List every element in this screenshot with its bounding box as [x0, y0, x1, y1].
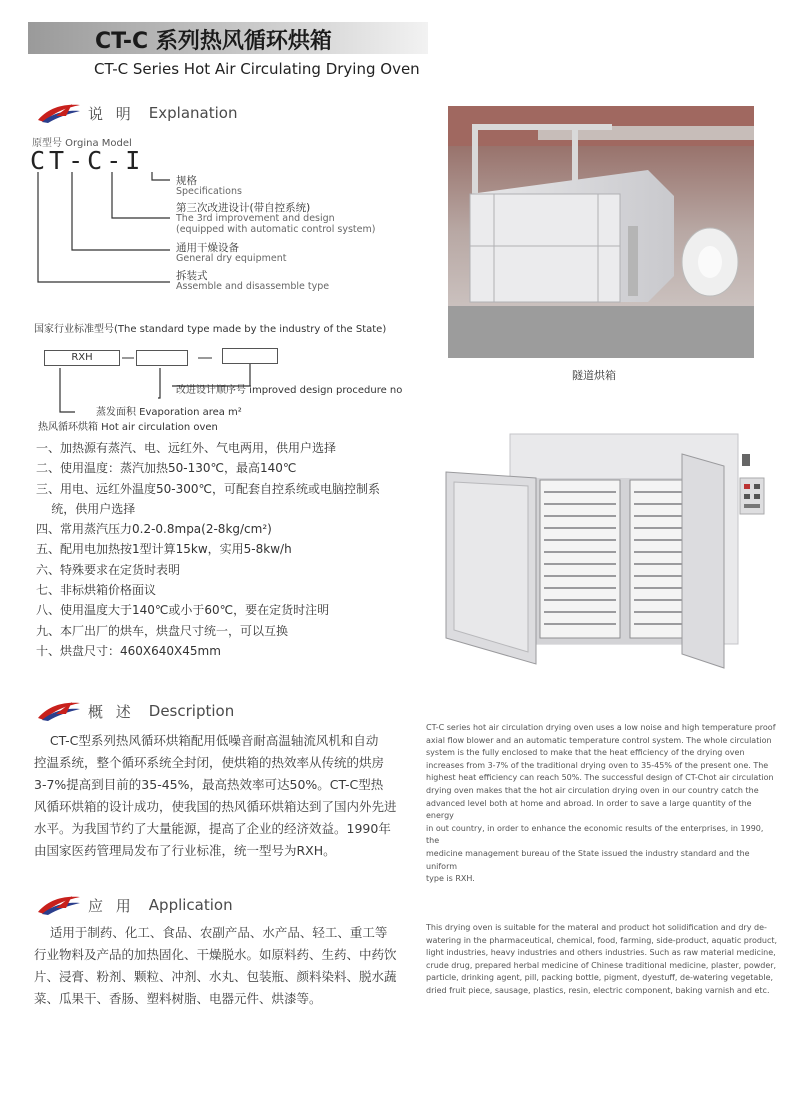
spec-item: 一、加热源有蒸汽、电、远红外、气电两用，供用户选择: [36, 441, 337, 455]
spec-item: 八、使用温度大于140℃或小于60℃，要在定货时注明: [36, 603, 330, 618]
spec-item: 统，供用户选择: [36, 501, 136, 516]
evaporation-box: [136, 350, 188, 366]
description-cn-line: 控温系统，整个循环系统全封闭，使烘箱的热效率从传统的烘房: [34, 755, 385, 770]
description-en-line: increases from 3-7% of the traditional drying oven to 35-45% of the present one. The: [426, 760, 769, 770]
description-title-cn: 概 述: [88, 702, 135, 721]
application-cn-line: 适用于制药、化工、食品、农副产品、水产品、轻工、重工等: [34, 925, 388, 940]
spec-item: 三、用电、远红外温度50-300℃，可配套自控系统或电脑控制系: [36, 481, 380, 496]
photo-caption: 隧道烘箱: [572, 369, 616, 382]
application-en-line: crude drug, prepared herbal medicine of Chinese traditional medicine, plaster, powder,: [426, 960, 777, 970]
spec-item: 四、常用蒸汽压力0.2-0.8mpa(2-8kg/cm²): [36, 522, 272, 537]
original-model-label: 原型号 Orgina Model: [32, 138, 132, 149]
description-en-line: drying oven makes that the hot air circulation drying oven in our country catch the: [426, 785, 759, 795]
improved-box: [222, 348, 278, 364]
brand-swoosh-icon: [36, 700, 82, 722]
model-code: CT-C-I: [30, 146, 145, 175]
description-title-en: Description: [148, 702, 235, 720]
description-cn-line: 水平。为我国节约了大量能源，提高了企业的经济效益。1990年: [34, 821, 391, 836]
application-cn-line: 行业物料及产品的加热固化、干燥脱水。如原料药、生药、中药饮: [34, 947, 397, 962]
description-en-line: highest heat efficiency can reach 50%. The successful design of CT-Chot air circulation: [426, 773, 774, 783]
spec-label-en: Specifications: [176, 186, 242, 197]
description-en: [426, 722, 778, 886]
general-dry-label-cn: 通用干燥设备: [176, 242, 239, 254]
spec-item: 六、特殊要求在定货时表明: [36, 562, 181, 577]
hot-air-oven-label: 热风循环烘箱 Hot air circulation oven: [38, 422, 218, 433]
description-cn-line: 风循环烘箱的设计成功，使我国的热风循环烘箱达到了国内外先进: [34, 799, 397, 814]
description-cn-line: 由国家医药管理局发布了行业标准，统一型号为RXH。: [34, 843, 336, 858]
description-cn-line: CT-C型系列热风循环烘箱配用低噪音耐高温轴流风机和自动: [34, 733, 379, 748]
application-cn: [34, 922, 399, 1010]
spec-item: 九、本厂出厂的烘车，烘盘尺寸统一，可以互换: [36, 623, 289, 638]
rxh-box: RXH: [44, 350, 120, 366]
brand-swoosh-icon: [36, 894, 82, 916]
evaporation-area-label: 蒸发面积 Evaporation area m²: [96, 407, 242, 418]
description-header: [36, 700, 234, 722]
spec-item: 七、非标烘箱价格面议: [36, 583, 157, 598]
explanation-title-en: Explanation: [148, 104, 238, 122]
description-en-line: CT-C series hot air circulation drying oven uses a low noise and high temperature proof: [426, 723, 776, 732]
application-en-line: dried fruit piece, sausage, plastics, resin, electric component, baking varnish and etc.: [426, 985, 770, 995]
description-cn: [34, 730, 399, 862]
application-title-cn: 应 用: [88, 896, 135, 915]
improved-procedure-label: 改进设计顺序号 improved design procedure no: [176, 385, 403, 396]
spec-item: 五、配用电加热按1型计算15kw，实用5-8kw/h: [36, 542, 292, 557]
spec-item: 二、使用温度：蒸汽加热50-130℃，最高140℃: [36, 461, 297, 476]
application-cn-line: 片、浸膏、粉剂、颗粒、冲剂、水丸、包装瓶、颜料染料、脱水蔬: [34, 969, 397, 984]
improvement-label-cn: 第三次改进设计(带自控系统): [176, 202, 311, 214]
description-en-line: system is the fully enclosed to make that the heat efficiency of the drying oven: [426, 748, 745, 758]
spec-item: 十、烘盘尺寸：460X640X45mm: [36, 643, 221, 658]
dash-icon: [120, 355, 136, 361]
page-subtitle: CT-C Series Hot Air Circulating Drying Oven: [94, 60, 420, 78]
dash-icon: [190, 355, 220, 361]
application-title-en: Application: [148, 896, 233, 914]
description-en-line: advanced level both at home and abroad. In order to save a large quantity of the energy: [426, 798, 752, 821]
application-cn-line: 菜、瓜果干、香肠、塑料树脂、电器元件、烘漆等。: [34, 991, 322, 1006]
explanation-title-cn: 说 明: [88, 104, 135, 123]
improvement-label-en1: The 3rd improvement and design: [176, 213, 335, 224]
spec-list: [36, 438, 416, 661]
application-en-line: watering in the pharmaceutical, chemical, food, farming, side-product, aquatic product,: [426, 935, 778, 945]
description-cn-line: 3-7%提高到目前的35-45%，最高热效率可达50%。CT-C型热: [34, 777, 384, 792]
general-dry-label-en: General dry equipment: [176, 253, 287, 264]
application-en-line: This drying oven is suitable for the materal and product hot solidification and dry de-: [426, 923, 767, 932]
page-title: CT-C 系列热风循环烘箱: [95, 29, 332, 54]
application-header: [36, 894, 233, 916]
application-en: [426, 922, 778, 998]
tunnel-oven-photo: [448, 106, 754, 358]
improvement-label-en2: (equipped with automatic control system): [176, 224, 376, 235]
description-en-line: in out country, in order to enhance the economic results of the enterprises, in 1990, the: [426, 823, 764, 846]
standard-type-label: 国家行业标准型号(The standard type made by the industry of the State): [34, 324, 387, 335]
assemble-label-en: Assemble and disassemble type: [176, 281, 330, 292]
application-en-line: light industries, heavy industries and others industries. Such as raw material medicine,: [426, 948, 776, 958]
application-en-line: particle, drinking agent, pill, packing bottle, pigment, dyestuff, de-watering vegetable,: [426, 973, 774, 983]
spec-label-cn: 规格: [176, 175, 197, 187]
drying-oven-photo: [440, 432, 770, 670]
description-en-line: type is RXH.: [426, 874, 475, 884]
description-en-line: medicine management bureau of the State issued the industry standard and the uniform: [426, 848, 750, 871]
assemble-label-cn: 拆装式: [176, 270, 208, 282]
description-en-line: axial flow blower and an automatic temperature control system. The whole circulation: [426, 735, 772, 745]
